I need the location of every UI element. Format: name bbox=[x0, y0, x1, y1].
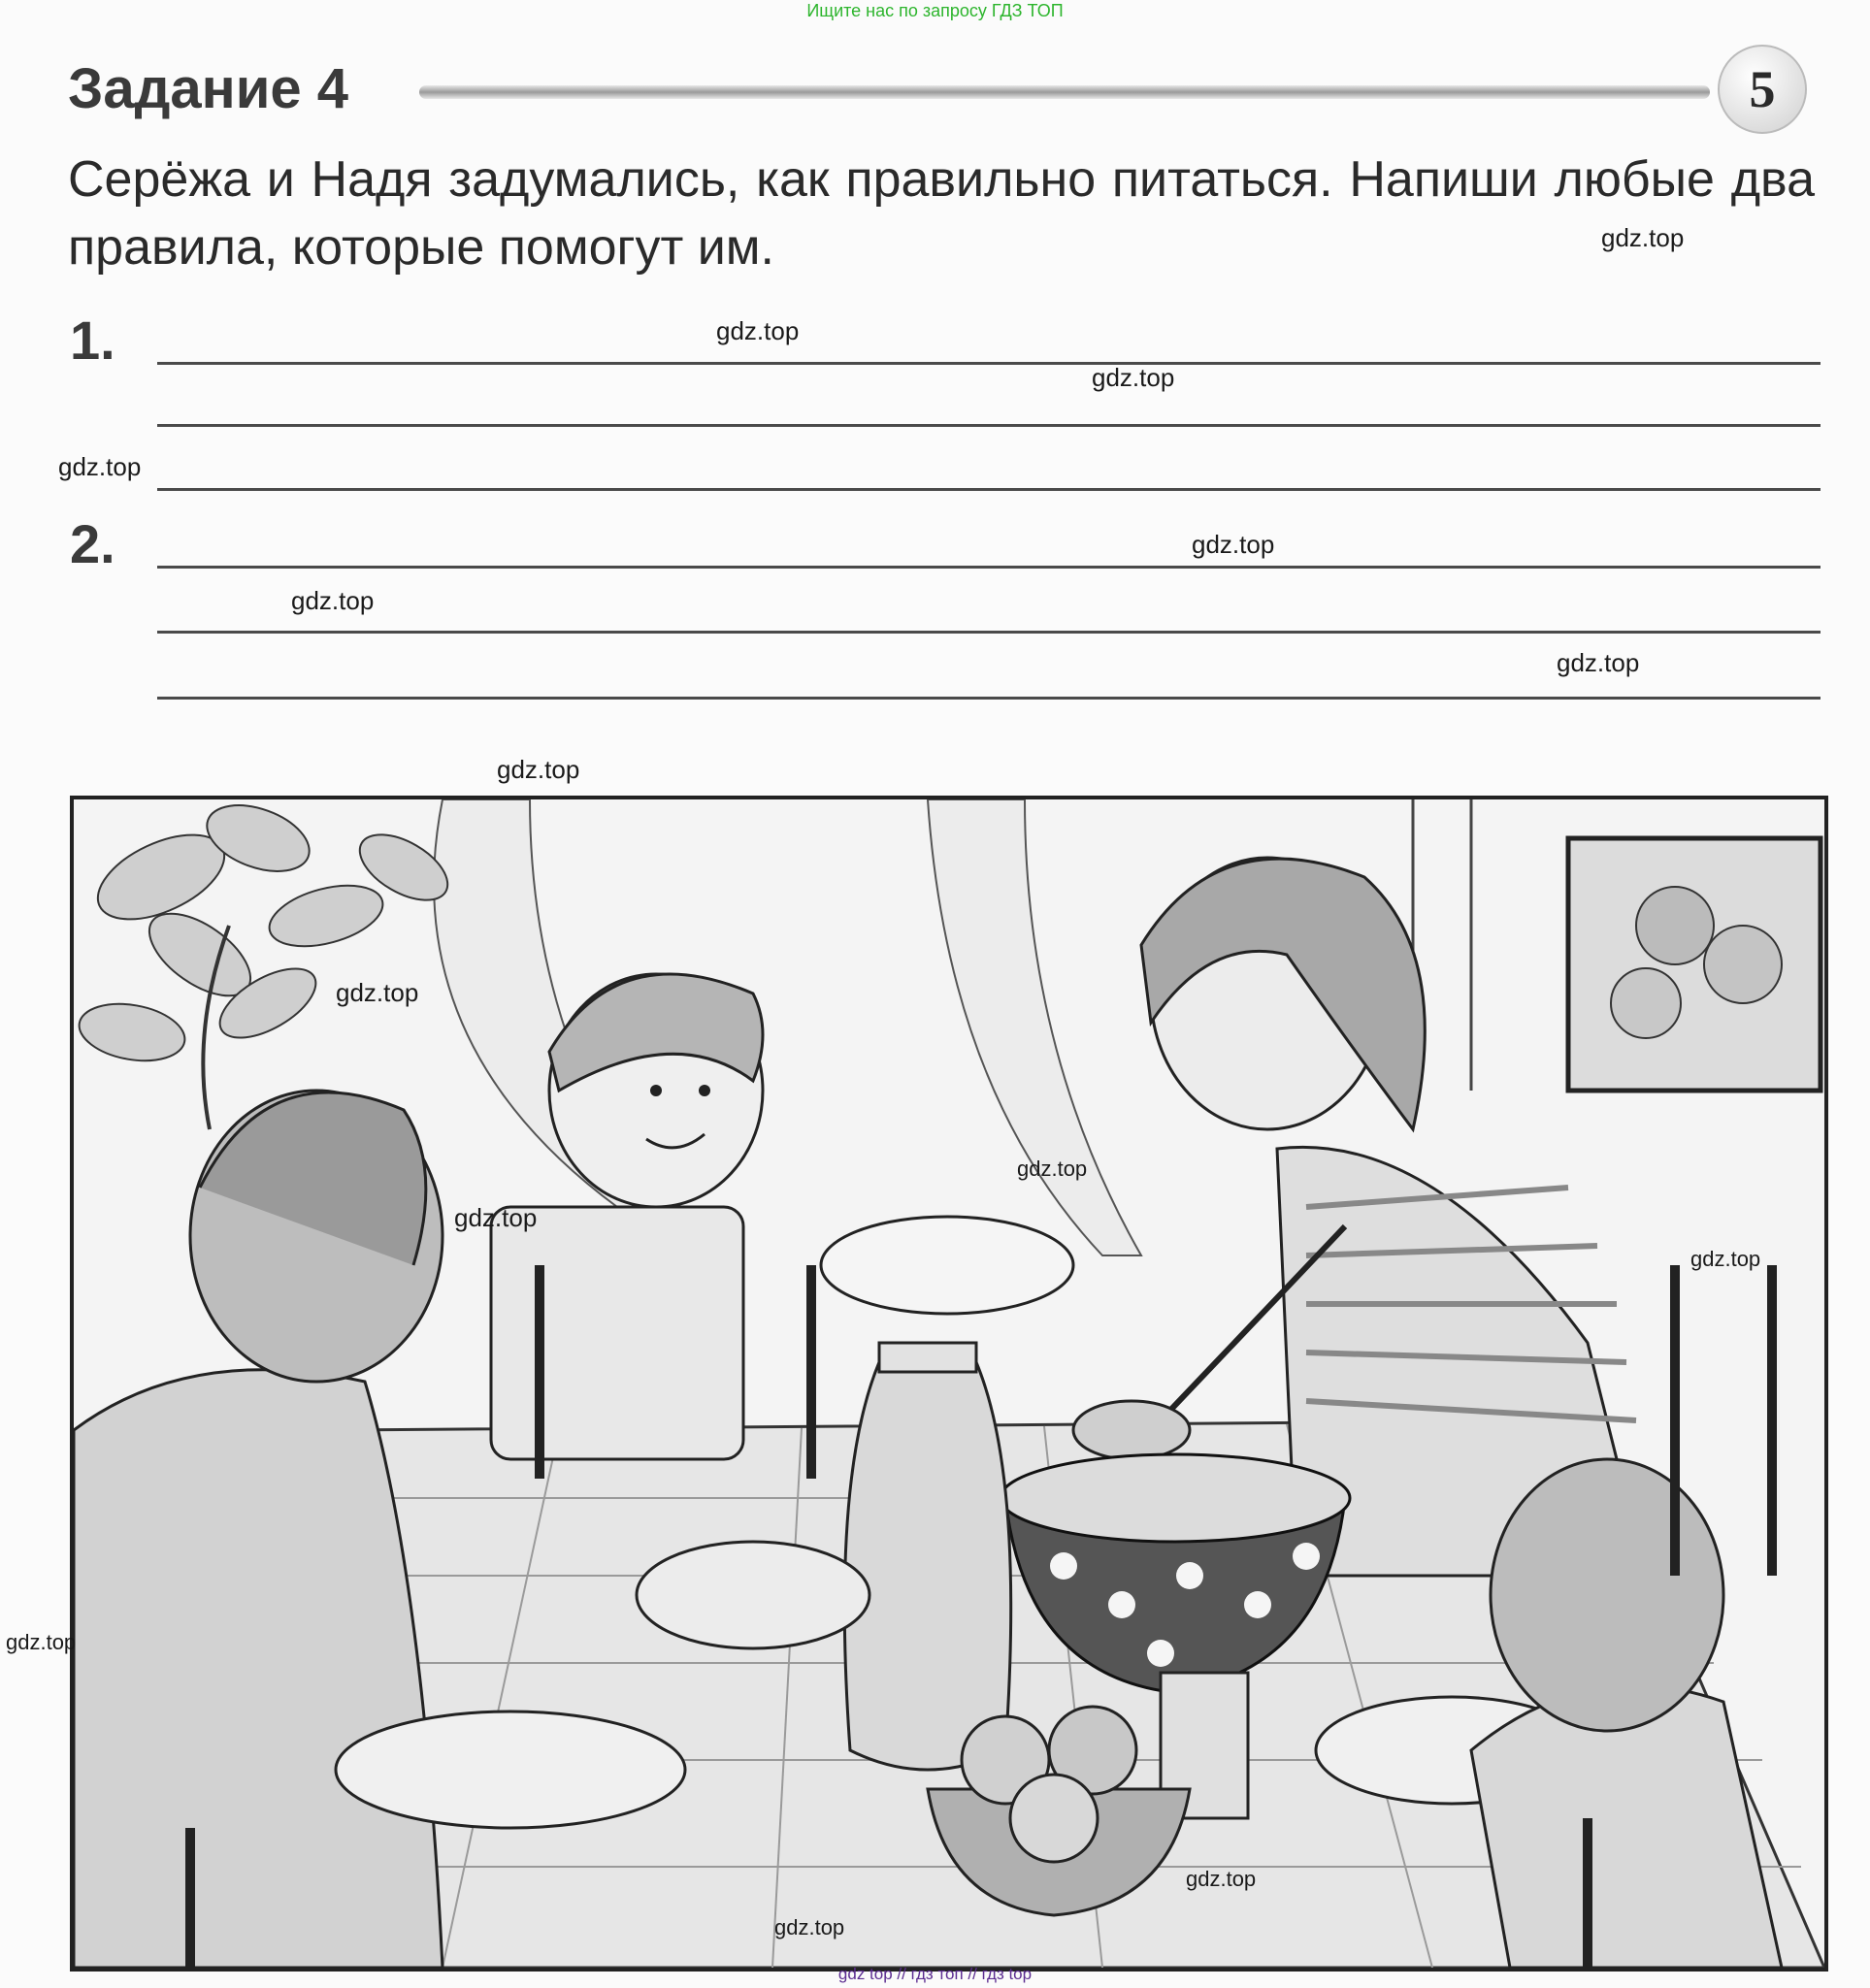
task-title: Задание 4 bbox=[68, 57, 348, 120]
watermark: gdz.top bbox=[1092, 363, 1175, 392]
family-dinner-illustration bbox=[70, 796, 1828, 1972]
watermark: gdz.top bbox=[1690, 1247, 1761, 1271]
footer-link[interactable]: gdz top // гдз топ // гдз top bbox=[837, 1965, 1033, 1983]
watermark: gdz.top bbox=[716, 316, 800, 345]
answer-line-1b[interactable] bbox=[157, 424, 1821, 427]
watermark: gdz.top bbox=[1186, 1867, 1257, 1891]
answer-line-2c[interactable] bbox=[157, 697, 1821, 700]
item-number-2: 2. bbox=[70, 513, 115, 574]
watermark: gdz.top bbox=[1557, 648, 1640, 677]
watermark: gdz.top bbox=[1192, 530, 1275, 559]
answer-line-1c[interactable] bbox=[157, 488, 1821, 491]
watermark: gdz.top bbox=[58, 452, 142, 481]
title-rule bbox=[419, 85, 1710, 99]
task-text: Серёжа и Надя задумались, как правильно питаться. Напиши любые два правила, которые помогут им. bbox=[68, 151, 1815, 276]
item-number-1: 1. bbox=[70, 310, 115, 371]
header-link[interactable]: Ищите нас по запросу ГДЗ ТОП bbox=[806, 1, 1064, 20]
watermark: gdz.top bbox=[1601, 223, 1685, 252]
answer-line-2a[interactable] bbox=[157, 566, 1821, 569]
watermark: gdz.top bbox=[1017, 1157, 1088, 1181]
answer-line-1a[interactable] bbox=[157, 362, 1821, 365]
watermark: gdz.top bbox=[454, 1203, 538, 1232]
illustration-drawing bbox=[74, 799, 1824, 1968]
watermark: gdz.top bbox=[497, 755, 580, 784]
watermark: gdz.top bbox=[774, 1915, 845, 1939]
answer-line-2b[interactable] bbox=[157, 631, 1821, 634]
page-number-badge: 5 bbox=[1718, 45, 1807, 134]
watermark: gdz.top bbox=[291, 586, 375, 615]
watermark: gdz.top bbox=[336, 978, 419, 1007]
watermark: gdz.top bbox=[6, 1630, 77, 1654]
